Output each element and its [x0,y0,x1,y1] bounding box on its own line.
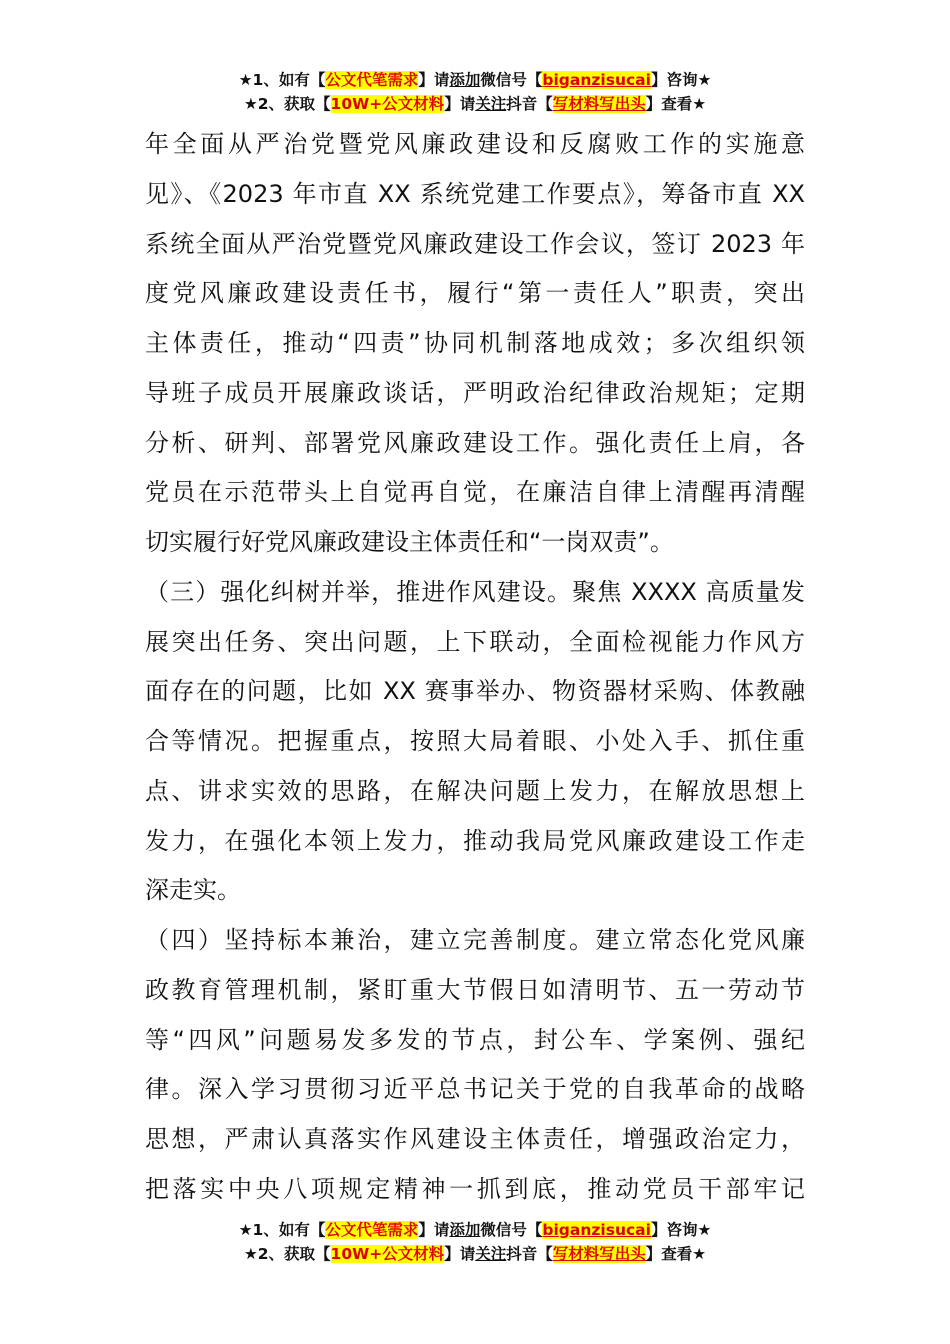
banner-line1-pre: ★1、如有【 [238,71,326,89]
banner-line1-hl2: biganzisucai [542,71,651,89]
text-line: 切实履行好党风廉政建设主体责任和“一岗双责”。 [145,528,674,556]
banner-line1-hl2: biganzisucai [542,1221,651,1239]
banner-line2-mid1: 】请 [444,1245,476,1263]
banner-line1-pre: ★1、如有【 [238,1221,326,1239]
banner-line2-pre: ★2、获取【 [243,1245,331,1263]
banner-line1-mid2: 微信号【 [480,71,543,89]
banner-line1-u1: 添加 [449,1221,481,1239]
text-line: 点、讲求实效的思路，在解决问题上发力，在解放思想上 [145,776,805,805]
banner-line1 [0,1218,950,1242]
banner-line1 [0,68,950,92]
banner-line2-hl2: 写材料写出头 [552,95,646,113]
text-line: 合等情况。把握重点，按照大局着眼、小处入手、抓住重 [145,727,805,755]
banner-line1-hl1: 公文代笔需求 [325,1221,419,1239]
banner-line2-mid2: 抖音【 [506,95,553,113]
banner-line2 [0,92,950,116]
text-line: 见》、《2023 年市直 XX 系统党建工作要点》，筹备市直 XX [145,179,805,208]
banner-line1-mid1: 】请 [418,71,450,89]
text-line: 党员在示范带头上自觉再自觉，在廉洁自律上清醒再清醒 [145,478,805,507]
banner-line1-hl1: 公文代笔需求 [325,71,419,89]
text-line: 思想，严肃认真落实作风建设主体责任，增强政治定力， [145,1125,805,1153]
banner-line1-mid2: 微信号【 [480,1221,543,1239]
banner-line1-mid1: 】请 [418,1221,450,1239]
text-line: 主体责任，推动“四责”协同机制落地成效；多次组织领 [145,329,805,357]
document-body [145,120,805,1215]
banner-line2-hl1: 10W+公文材料 [330,1245,445,1263]
text-line: 把落实中央八项规定精神一抓到底，推动党员干部牢记 [145,1174,805,1203]
header-banner [0,68,950,116]
banner-line1-post: 】咨询★ [650,1221,712,1239]
text-line: （四）坚持标本兼治，建立完善制度。建立常态化党风廉 [145,926,805,954]
banner-line2-mid2: 抖音【 [506,1245,553,1263]
banner-line2-hl2: 写材料写出头 [552,1245,646,1263]
banner-line2-u1: 关注 [475,1245,507,1263]
text-line: 发力，在强化本领上发力，推动我局党风廉政建设工作走 [145,826,805,855]
banner-line2-post: 】查看★ [645,1245,707,1263]
text-line: 展突出任务、突出问题，上下联动，全面检视能力作风方 [145,627,805,656]
banner-line2-mid1: 】请 [444,95,476,113]
banner-line2 [0,1242,950,1266]
text-line: 年全面从严治党暨党风廉政建设和反腐败工作的实施意 [145,130,805,158]
text-line: 系统全面从严治党暨党风廉政建设工作会议，签订 2023 年 [145,229,805,258]
banner-line1-u1: 添加 [449,71,481,89]
banner-line2-hl1: 10W+公文材料 [330,95,445,113]
text-line: 深走实。 [145,876,241,905]
text-line: 面存在的问题，比如 XX 赛事举办、物资器材采购、体教融 [145,677,805,706]
text-line: 律。深入学习贯彻习近平总书记关于党的自我革命的战略 [145,1075,805,1104]
banner-line2-pre: ★2、获取【 [243,95,331,113]
text-line: （三）强化纠树并举，推进作风建设。聚焦 XXXX 高质量发 [145,577,805,606]
text-line: 等“四风”问题易发多发的节点，封公车、学案例、强纪 [145,1025,805,1054]
footer-banner [0,1218,950,1266]
text-line: 分析、研判、部署党风廉政建设工作。强化责任上肩，各 [145,428,805,457]
banner-line1-post: 】咨询★ [650,71,712,89]
banner-line2-u1: 关注 [475,95,507,113]
text-line: 度党风廉政建设责任书，履行“第一责任人”职责，突出 [145,279,805,308]
banner-line2-post: 】查看★ [645,95,707,113]
text-line: 导班子成员开展廉政谈话，严明政治纪律政治规矩；定期 [145,378,805,407]
text-line: 政教育管理机制，紧盯重大节假日如清明节、五一劳动节 [145,975,805,1004]
